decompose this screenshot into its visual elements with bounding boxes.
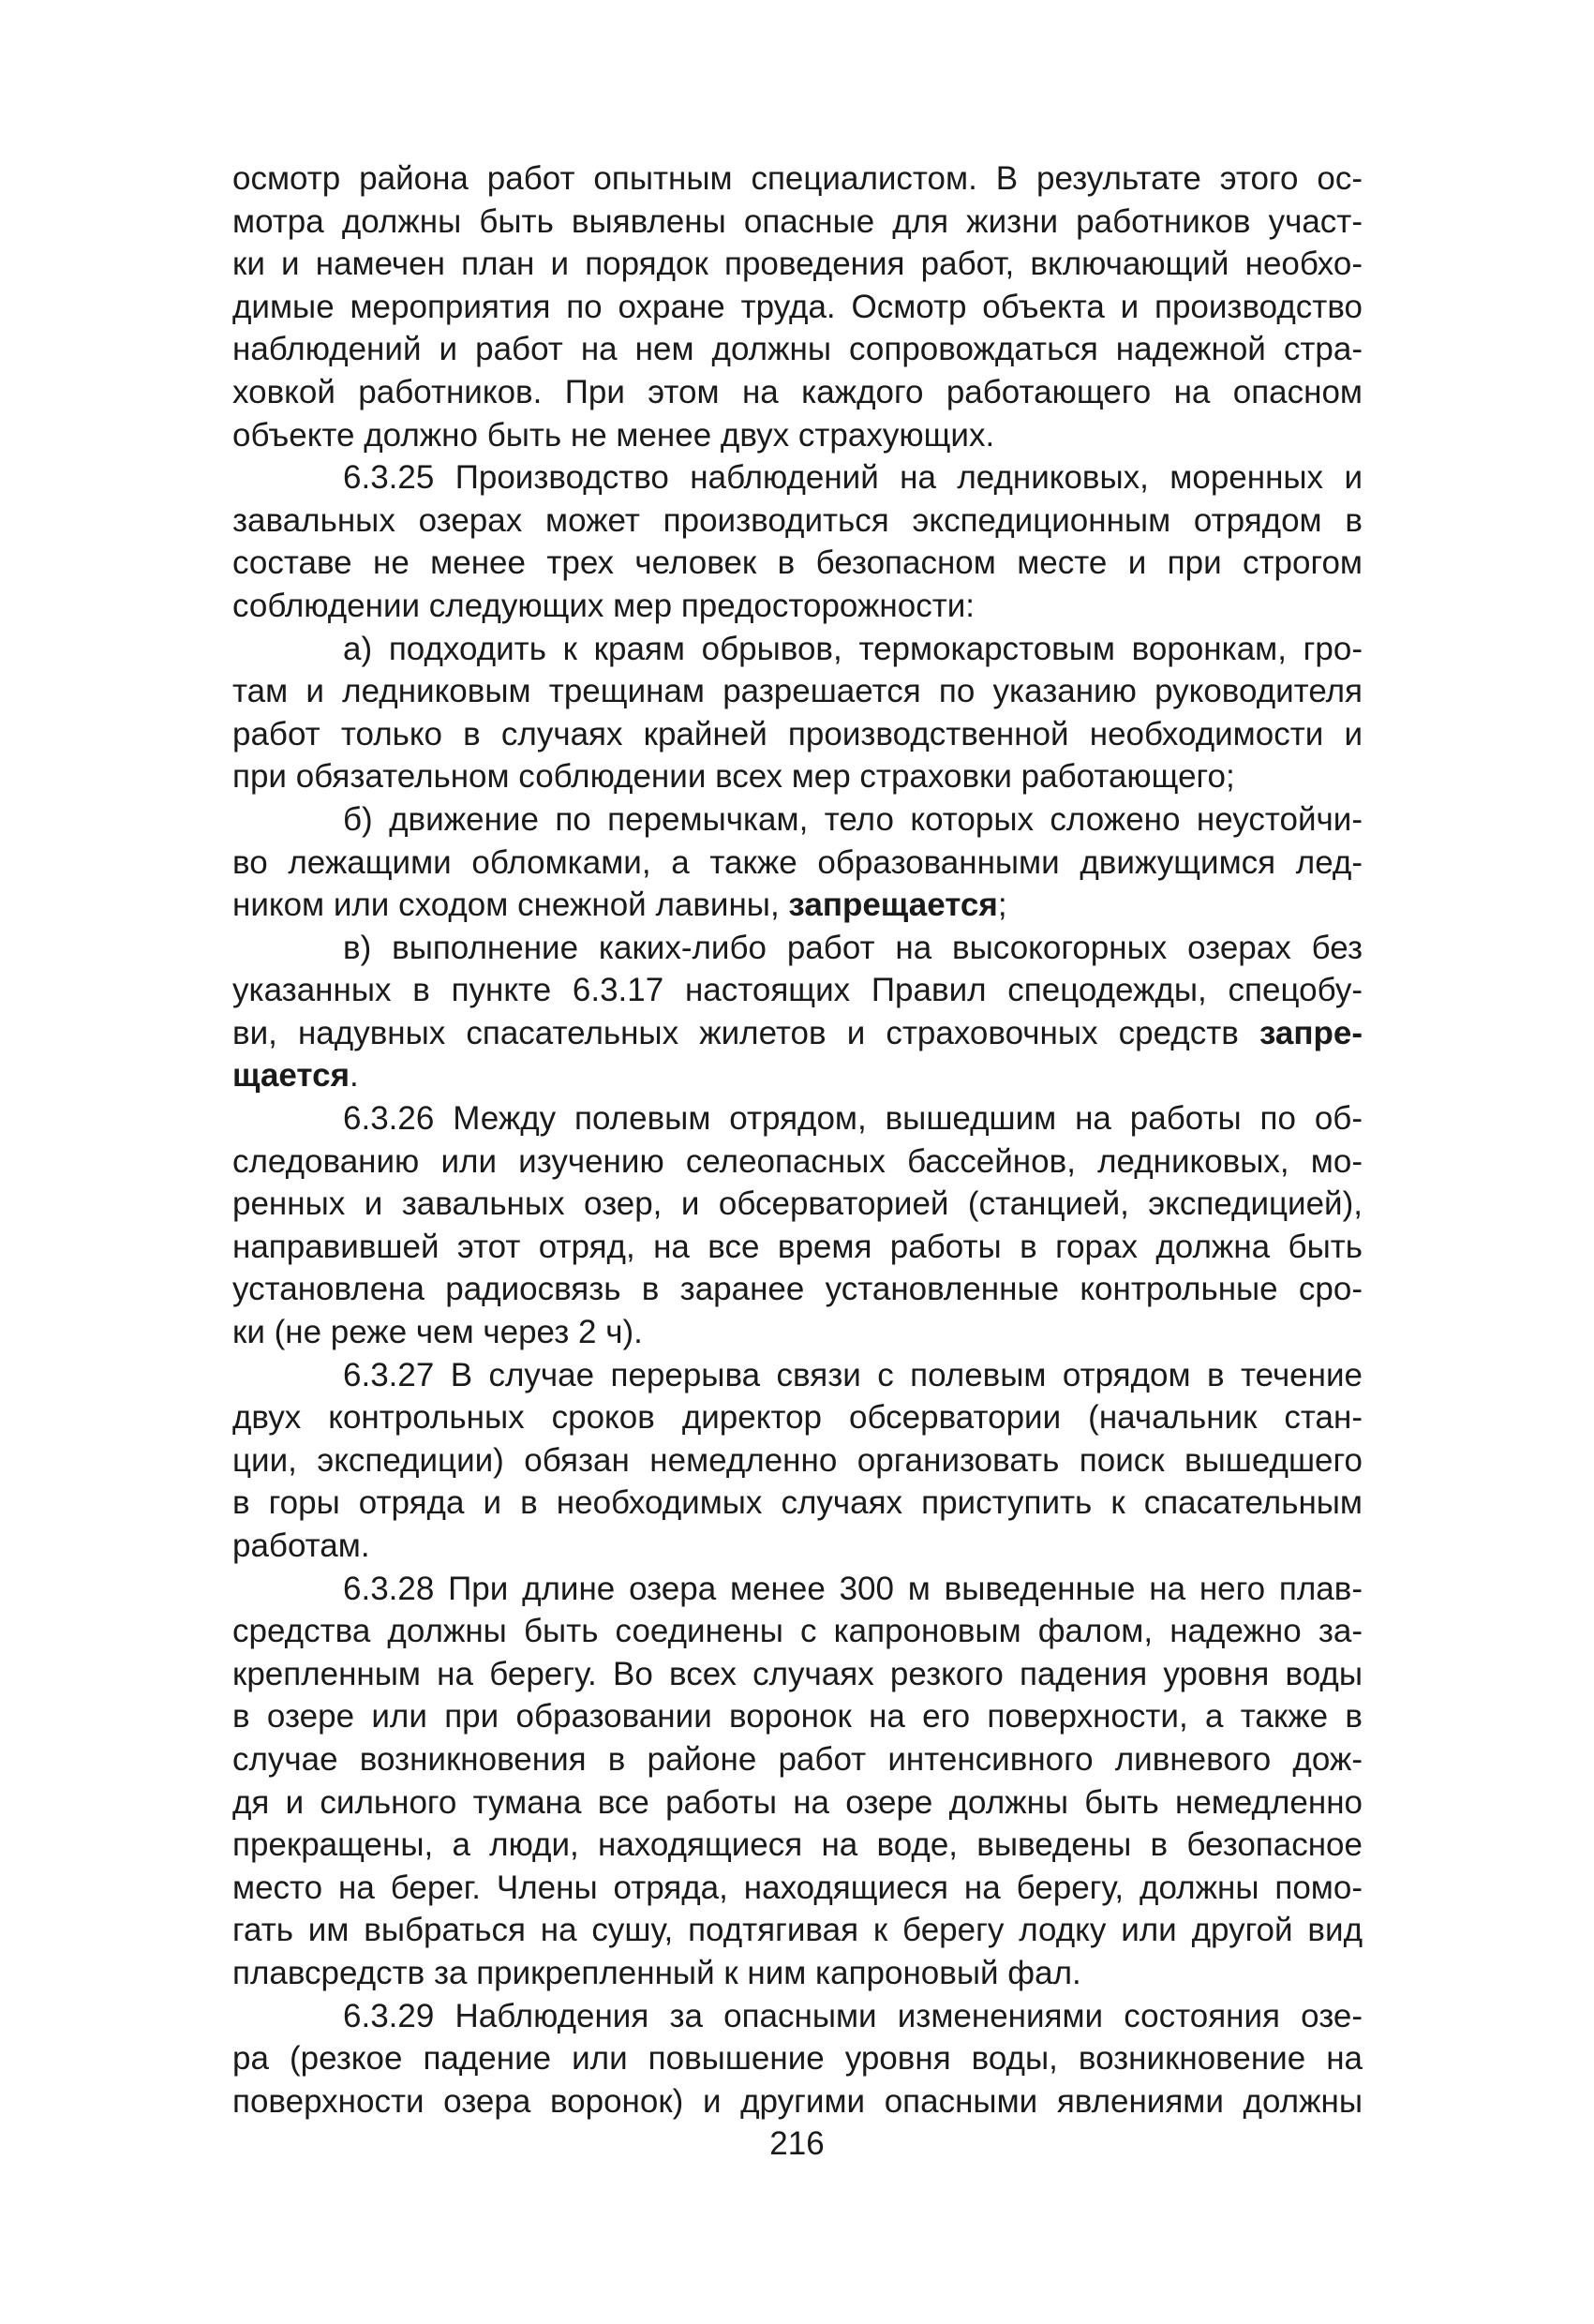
text-line: установлена радиосвязь в заранее установленные контрольные сро-: [232, 1271, 1363, 1308]
text-line: ренных и завальных озер, и обсерваторией (станцией, экспедицией),: [232, 1185, 1363, 1223]
text-line: наблюдений и работ на нем должны сопровождаться надежной стра-: [232, 331, 1363, 368]
text-line: направившей этот отряд, на все время работы в горах должна быть: [232, 1228, 1363, 1265]
text-line: завальных озерах может производиться экспедиционным отрядом в: [232, 501, 1363, 539]
page-number: 216: [769, 2125, 825, 2162]
text-line: ки и намечен план и порядок проведения работ, включающий необхо-: [232, 246, 1363, 283]
text-line: гать им выбраться на сушу, подтягивая к берегу лодку или другой вид: [232, 1912, 1363, 1949]
text-line: 6.3.29 Наблюдения за опасными изменениями состояния озе-: [343, 1997, 1363, 2034]
text-line: мотра должны быть выявлены опасные для жизни работников участ-: [232, 202, 1363, 240]
text-line: 6.3.28 При длине озера менее 300 м выведенные на него плав-: [343, 1570, 1363, 1607]
text-line: во лежащими обломками, а также образованными движущимся лед-: [232, 843, 1363, 881]
text-line: поверхности озера воронок) и другими опасными явлениями должны: [232, 2082, 1363, 2120]
text-line: работ только в случаях крайней производственной необходимости и: [232, 715, 1363, 752]
text-line: крепленным на берегу. Во всех случаях резкого падения уровня воды: [232, 1655, 1363, 1692]
text-line: ви, надувных спасательных жилетов и страховочных средств запре-: [232, 1014, 1363, 1051]
text-line: плавсредств за прикрепленный к ним капроновый фал.: [232, 1954, 1081, 1991]
text-line: при обязательном соблюдении всех мер страховки работающего;: [232, 758, 1235, 796]
text-line: ции, экспедиции) обязан немедленно организовать поиск вышедшего: [232, 1441, 1363, 1479]
text-line: там и ледниковым трещинам разрешается по указанию руководителя: [232, 673, 1363, 710]
text-line: прекращены, а люди, находящиеся на воде, выведены в безопасное: [232, 1826, 1363, 1864]
text-line: составе не менее трех человек в безопасном месте и при строгом: [232, 544, 1363, 582]
text-line: следованию или изучению селеопасных бассейнов, ледниковых, мо-: [232, 1142, 1363, 1180]
text-line: а) подходить к краям обрывов, термокарстовым воронкам, гро-: [343, 630, 1363, 667]
text-line: димые мероприятия по охране труда. Осмотр объекта и производство: [232, 288, 1363, 325]
text-line: объекте должно быть не менее двух страхующих.: [232, 416, 995, 454]
text-line: двух контрольных сроков директор обсерватории (начальник стан-: [232, 1399, 1363, 1437]
text-line: ра (резкое падение или повышение уровня воды, возникновение на: [232, 2040, 1363, 2078]
text-line: средства должны быть соединены с капроновым фалом, надежно за-: [232, 1613, 1363, 1650]
text-line: работам.: [232, 1527, 370, 1564]
text-line: в озере или при образовании воронок на его поверхности, а также в: [232, 1698, 1363, 1736]
document-body: [232, 157, 1363, 2123]
text-line: б) движение по перемычкам, тело которых сложено неустойчи-: [343, 800, 1363, 838]
text-line: место на берег. Члены отряда, находящиеся на берегу, должны помо-: [232, 1869, 1363, 1906]
text-line: 6.3.27 В случае перерыва связи с полевым отрядом в течение: [343, 1356, 1363, 1393]
text-line: 6.3.26 Между полевым отрядом, вышедшим на работы по об-: [343, 1100, 1363, 1138]
text-line: осмотр района работ опытным специалистом. В результате этого ос-: [232, 160, 1363, 197]
text-line: ки (не реже чем через 2 ч).: [232, 1314, 643, 1351]
text-line: 6.3.25 Производство наблюдений на ледниковых, моренных и: [343, 459, 1363, 497]
text-line: в) выполнение каких-либо работ на высокогорных озерах без: [343, 929, 1363, 966]
text-line: дя и сильного тумана все работы на озере должны быть немедленно: [232, 1783, 1363, 1821]
text-line: случае возникновения в районе работ интенсивного ливневого дож-: [232, 1740, 1363, 1778]
text-line: соблюдении следующих мер предосторожности:: [232, 587, 976, 624]
text-line: ховкой работников. При этом на каждого работающего на опасном: [232, 373, 1363, 410]
text-line: в горы отряда и в необходимых случаях приступить к спасательным: [232, 1484, 1363, 1522]
text-line: указанных в пункте 6.3.17 настоящих Правил спецодежды, спецобу-: [232, 972, 1363, 1009]
text-line: щается.: [232, 1057, 359, 1095]
text-line: ником или сходом снежной лавины, запрещается;: [232, 886, 1007, 924]
